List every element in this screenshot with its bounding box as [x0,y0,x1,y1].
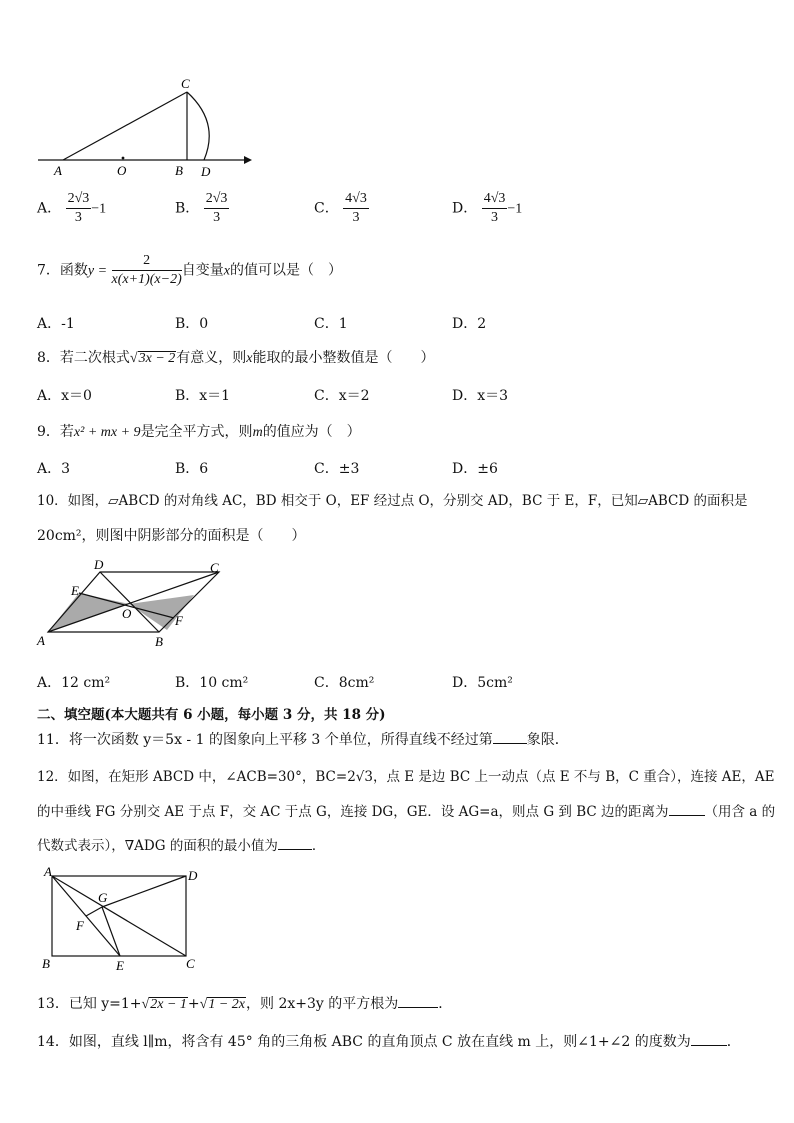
q9-prefix: 9．若 [37,424,74,440]
q8-option-a[interactable]: A．x＝0 [37,388,92,404]
label-E: E [71,583,79,598]
q12-line3-text: 代数式表示），∇ADG 的面积的最小值为 [37,838,278,854]
q11-stem [37,729,569,749]
q12-line1: 12．如图，在矩形 ABCD 中，∠ACB=30°，BC=2√3，点 E 是边 BC 上一动点（点 E 不与 B，C 重合），连接 AE，AE [37,769,775,785]
label-A: A [54,163,62,178]
label-A: A [37,633,45,648]
q14-stem [37,1031,741,1051]
label-C: C [181,76,190,91]
q13-radicand-1: 2x − 1 [150,997,187,1012]
q13-plus: + [187,996,200,1012]
q7-lhs: y = [87,263,108,279]
label-E: E [116,958,124,973]
q11-text: 11．将一次函数 y＝5x - 1 的图象向上平移 3 个单位，所得直线不经过第 [37,732,493,748]
q10-line1: 10．如图，▱ABCD 的对角线 AC，BD 相交于 O，EF 经过点 O，分别交 AD，BC 于 E，F，已知▱ABCD 的面积是 [37,493,748,509]
q8-radicand: 3x − 2 [138,351,176,366]
option-letter: B． [175,200,200,217]
q6-option-d[interactable] [452,190,522,227]
q14-text: 14．如图，直线 l∥m，将含有 45° 角的三角板 ABC 的直角顶点 C 放在直线 m 上，则∠1+∠2 的度数为 [37,1034,691,1050]
q7-option-d[interactable]: D．2 [452,316,487,332]
label-O: O [122,606,132,621]
option-letter: C． [314,200,339,217]
q10-option-c[interactable]: C．8cm² [314,675,375,691]
label-D: D [201,164,211,179]
option-tail: −1 [91,201,107,217]
q8-prefix: 8．若二次根式 [37,350,130,366]
label-G: G [98,890,108,905]
q14-end: ． [726,1034,741,1050]
q7-suffix-a: 自变量 [181,262,224,279]
q9-option-a[interactable]: A．3 [37,461,71,477]
q8-stem: 8．若二次根式√3x − 2有意义，则x能取的最小整数值是（ ） [37,350,435,366]
label-B: B [42,956,50,971]
q7-option-b[interactable]: B．0 [175,316,209,332]
q12-line2-tail: （用含 a 的 [704,804,776,820]
section-fill-in-heading: 二、填空题(本大题共有 6 小题，每小题 3 分，共 18 分) [37,707,386,723]
q6-option-b[interactable] [175,190,229,227]
q7-suffix-b: 的值可以是（ ） [229,262,342,279]
q7-fraction: $\frac{2}{x(x+1)(x-2)}$ [111,253,182,287]
label-C: C [186,956,195,971]
option-fraction: $\frac{4√3}{3}$ [345,191,367,225]
q12-answer-blank-1[interactable] [669,815,705,816]
q13-answer-blank[interactable] [398,1007,438,1008]
q7-option-a[interactable]: A．-1 [37,316,75,332]
figure-rectangle [36,864,216,976]
q9-suffix: 的值应为（ ） [262,424,361,440]
q13-suffix: ，则 2x+3y 的平方根为 [246,996,399,1012]
figure-parallelogram [34,558,234,650]
option-letter: D． [452,200,478,217]
q11-answer-blank[interactable] [493,743,527,744]
q6-option-a[interactable] [37,190,106,227]
q10-option-d[interactable]: D．5cm² [452,675,513,691]
q9-option-c[interactable]: C．±3 [314,461,360,477]
figure-arc-construction [30,72,260,182]
q13-prefix: 13．已知 y=1+ [37,996,142,1012]
q13-end: ． [438,996,453,1012]
label-O: O [117,163,127,178]
q8-middle: 有意义，则 [176,350,247,366]
q13-radicand-2: 1 − 2x [208,997,245,1012]
q9-middle: 是完全平方式，则 [140,424,253,440]
q12-answer-blank-2[interactable] [278,849,312,850]
q14-answer-blank[interactable] [691,1045,727,1046]
option-tail: −1 [507,201,523,217]
option-fraction: $\frac{2√3}{3}$ [67,191,90,225]
q8-suffix: 能取的最小整数值是（ ） [252,350,435,366]
q13-stem: 13．已知 y=1+√2x − 1+√1 − 2x，则 2x+3y 的平方根为 ． [37,996,453,1012]
q10-line2: 20cm²，则图中阴影部分的面积是（ ） [37,528,306,544]
q7-prefix: 7．函数 [37,262,88,279]
q9-option-d[interactable]: D．±6 [452,461,498,477]
q7-stem [37,252,342,289]
q12-line3 [37,834,325,854]
label-F: F [175,613,183,628]
label-D: D [94,557,104,572]
q12-line2-text: 的中垂线 FG 分别交 AE 于点 F，交 AC 于点 G，连接 DG，GE．设 AG=a，则点 G 到 BC 边的距离为 [37,804,669,820]
option-fraction: $\frac{2√3}{3}$ [205,191,228,225]
q9-expr: x² + mx + 9 [73,425,141,440]
option-letter: A． [37,200,62,217]
q12-line3-tail: ． [311,838,326,854]
option-fraction: $\frac{4√3}{3}$ [483,191,506,225]
label-F: F [76,918,84,933]
q8-option-b[interactable]: B．x＝1 [175,388,231,404]
q12-line2 [37,800,775,820]
q10-option-b[interactable]: B．10 cm² [175,675,249,691]
label-A: A [44,864,52,879]
q7-var: x [223,263,230,279]
q6-option-c[interactable] [314,190,369,227]
q11-suffix: 象限． [526,732,569,748]
q10-option-a[interactable]: A．12 cm² [37,675,111,691]
q8-option-d[interactable]: D．x＝3 [452,388,509,404]
q9-option-b[interactable]: B．6 [175,461,209,477]
label-B: B [155,634,163,649]
q9-var: m [252,425,263,440]
q9-stem [37,421,361,441]
q8-var: x [246,351,253,366]
label-D: D [188,868,198,883]
label-C: C [210,560,219,575]
label-B: B [175,163,183,178]
q7-option-c[interactable]: C．1 [314,316,348,332]
q8-option-c[interactable]: C．x＝2 [314,388,370,404]
